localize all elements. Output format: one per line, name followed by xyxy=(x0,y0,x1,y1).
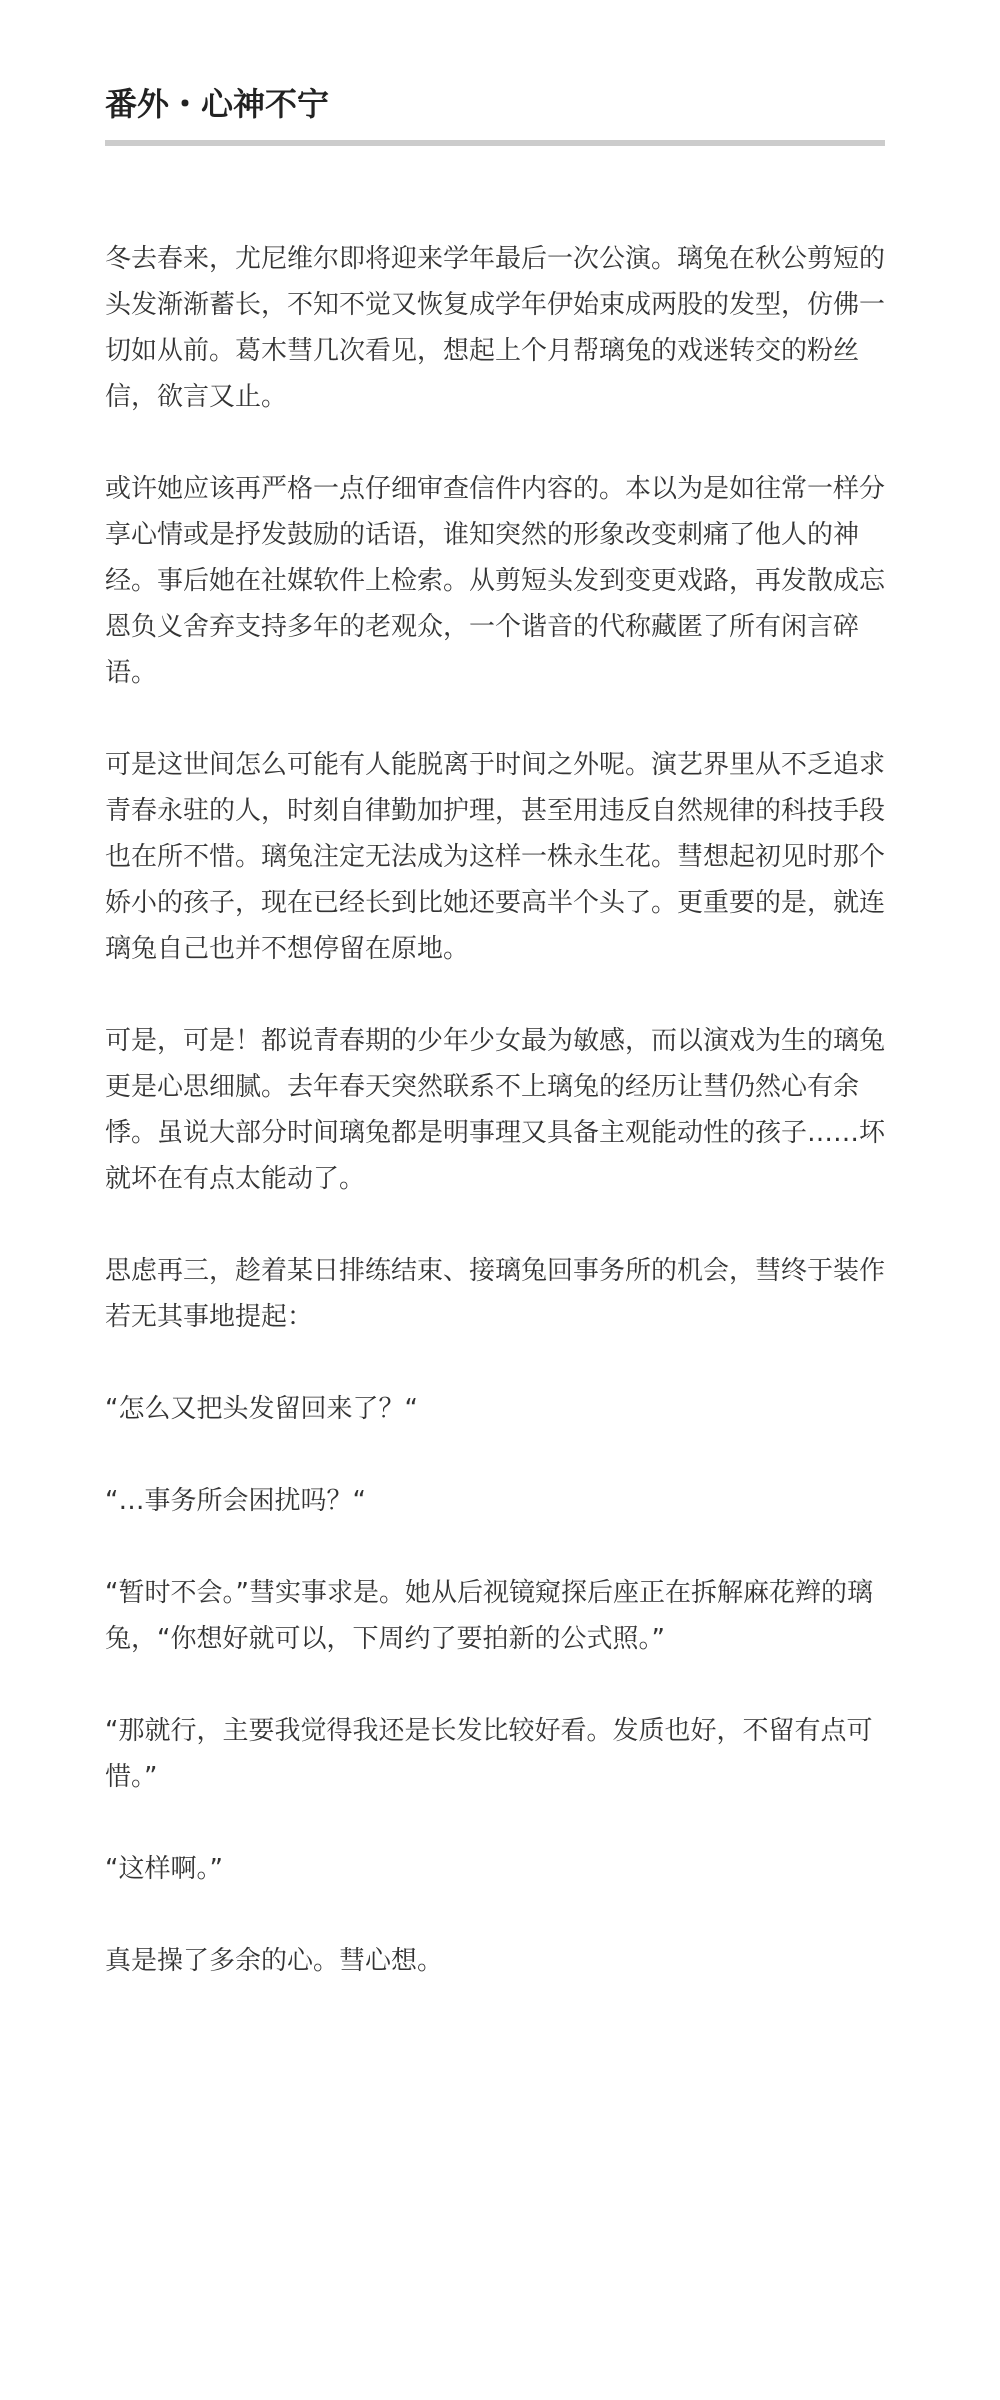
paragraph: 真是操了多余的心。彗心想。 xyxy=(105,1946,444,1976)
article-body xyxy=(105,236,895,1984)
paragraph: 或许她应该再严格一点仔细审查信件内容的。本以为是如往常一样分享心情或是抒发鼓励的话语，谁知突然的形象改变刺痛了他人的神经。事后她在社媒软件上检索。从剪短头发到变更戏路，再发散成忘恩负义舍弃支持多年的老观众，一个谐音的代称藏匿了所有闲言碎语。 xyxy=(105,474,886,688)
paragraph: 思虑再三，趁着某日排练结束、接璃兔回事务所的机会，彗终于装作若无其事地提起： xyxy=(105,1256,886,1332)
dialogue-line: “暂时不会。”彗实事求是。她从后视镜窥探后座正在拆解麻花辫的璃兔，“你想好就可以，下周约了要拍新的公式照。” xyxy=(105,1578,873,1654)
dialogue-line: “…事务所会困扰吗？“ xyxy=(105,1486,366,1516)
dialogue-line: “那就行，主要我觉得我还是长发比较好看。发质也好，不留有点可惜。” xyxy=(105,1716,873,1792)
paragraph: 可是，可是！都说青春期的少年少女最为敏感，而以演戏为生的璃兔更是心思细腻。去年春天突然联系不上璃兔的经历让彗仍然心有余悸。虽说大部分时间璃兔都是明事理又具备主观能动性的孩子……坏就坏在有点太能动了。 xyxy=(105,1026,886,1194)
article-title: 番外・心神不宁 xyxy=(105,85,330,123)
paragraph: 冬去春来，尤尼维尔即将迎来学年最后一次公演。璃兔在秋公剪短的头发渐渐蓄长，不知不觉又恢复成学年伊始束成两股的发型，仿佛一切如从前。葛木彗几次看见，想起上个月帮璃兔的戏迷转交的粉丝信，欲言又止。 xyxy=(105,244,886,412)
paragraph: 可是这世间怎么可能有人能脱离于时间之外呢。演艺界里从不乏追求青春永驻的人，时刻自律勤加护理，甚至用违反自然规律的科技手段也在所不惜。璃兔注定无法成为这样一株永生花。彗想起初见时那个娇小的孩子，现在已经长到比她还要高半个头了。更重要的是，就连璃兔自己也并不想停留在原地。 xyxy=(105,750,886,964)
dialogue-line: “这样啊。” xyxy=(105,1854,223,1884)
article-header xyxy=(105,82,885,146)
article xyxy=(105,0,895,2030)
dialogue-line: “怎么又把头发留回来了？“ xyxy=(105,1394,418,1424)
